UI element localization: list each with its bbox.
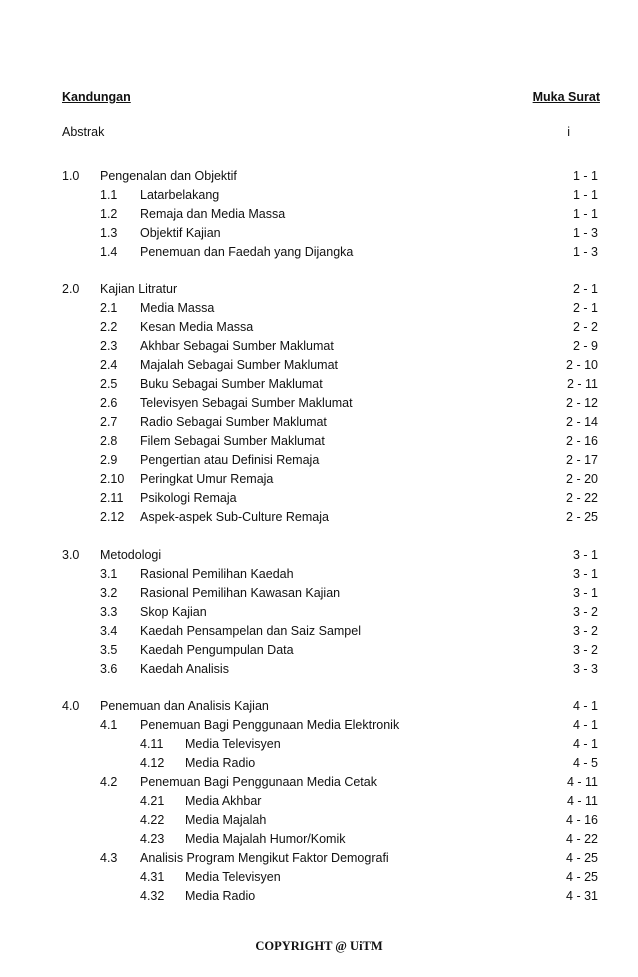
toc-entry-title: Rasional Pemilihan Kawasan Kajian bbox=[140, 586, 341, 600]
toc-entry-number: 1.1 bbox=[100, 188, 118, 202]
toc-entry-number: 3.4 bbox=[100, 624, 118, 638]
toc-entry-title: Media Televisyen bbox=[185, 737, 281, 751]
toc-entry bbox=[0, 375, 638, 393]
toc-entry-title: Filem Sebagai Sumber Maklumat bbox=[140, 434, 325, 448]
toc-entry bbox=[0, 603, 638, 621]
toc-entry bbox=[0, 716, 638, 734]
toc-entry-page-number: 2 - 10 bbox=[566, 358, 598, 372]
toc-entry-page-number: 3 - 1 bbox=[572, 567, 598, 581]
toc-entry bbox=[0, 356, 638, 374]
toc-entry bbox=[0, 224, 638, 242]
toc-entry-page-number: 2 - 1 bbox=[572, 301, 598, 315]
page-number-heading: Muka Surat bbox=[532, 90, 600, 104]
toc-entry-page-number: 2 - 11 bbox=[566, 377, 598, 391]
toc-entry-title: Penemuan dan Faedah yang Dijangka bbox=[140, 245, 354, 259]
toc-entry-number: 2.10 bbox=[100, 472, 125, 486]
toc-entry-page-number: 2 - 2 bbox=[572, 320, 598, 334]
toc-entry-number: 4.32 bbox=[140, 889, 165, 903]
toc-entry-title: Kaedah Pensampelan dan Saiz Sampel bbox=[140, 624, 361, 638]
toc-entry-page-number: 4 - 11 bbox=[566, 794, 598, 808]
toc-entry bbox=[0, 754, 638, 772]
toc-entry-title: Latarbelakang bbox=[140, 188, 220, 202]
toc-entry-number: 4.0 bbox=[62, 699, 80, 713]
toc-entry-number: 2.12 bbox=[100, 510, 125, 524]
toc-entry-page-number: 4 - 5 bbox=[572, 756, 598, 770]
toc-entry bbox=[0, 584, 638, 602]
toc-entry-title: Majalah Sebagai Sumber Maklumat bbox=[140, 358, 339, 372]
toc-entry-title: Televisyen Sebagai Sumber Maklumat bbox=[140, 396, 353, 410]
toc-entry-title: Rasional Pemilihan Kaedah bbox=[140, 567, 294, 581]
toc-entry-number: 2.4 bbox=[100, 358, 118, 372]
toc-entry bbox=[0, 622, 638, 640]
toc-entry-number: 2.2 bbox=[100, 320, 118, 334]
toc-entry-title: Akhbar Sebagai Sumber Maklumat bbox=[140, 339, 334, 353]
toc-entry-page-number: 4 - 16 bbox=[566, 813, 598, 827]
toc-entry-page-number: 3 - 3 bbox=[572, 662, 598, 676]
toc-entry-page-number: 1 - 3 bbox=[572, 245, 598, 259]
toc-entry-page-number: 4 - 22 bbox=[566, 832, 598, 846]
toc-entry-title: Kesan Media Massa bbox=[140, 320, 254, 334]
toc-entry-number: 4.31 bbox=[140, 870, 165, 884]
toc-entry-title: Analisis Program Mengikut Faktor Demografi bbox=[140, 851, 389, 865]
toc-entry bbox=[0, 849, 638, 867]
toc-entry-page-number: 2 - 20 bbox=[566, 472, 598, 486]
toc-entry-number: 3.3 bbox=[100, 605, 118, 619]
toc-entry-number: 3.1 bbox=[100, 567, 118, 581]
toc-entry-page-number: 1 - 1 bbox=[572, 169, 598, 183]
toc-entry-number: 3.2 bbox=[100, 586, 118, 600]
toc-entry bbox=[0, 811, 638, 829]
toc-entry-page-number: 2 - 9 bbox=[572, 339, 598, 353]
toc-entry-title: Skop Kajian bbox=[140, 605, 207, 619]
toc-entry-title: Kaedah Analisis bbox=[140, 662, 229, 676]
abstract-page-number: i bbox=[567, 125, 570, 139]
toc-entry bbox=[0, 697, 638, 715]
toc-entry bbox=[0, 489, 638, 507]
toc-entry-page-number: 2 - 14 bbox=[566, 415, 598, 429]
toc-entry bbox=[0, 394, 638, 412]
toc-entry bbox=[0, 186, 638, 204]
toc-entry-page-number: 3 - 1 bbox=[572, 548, 598, 562]
toc-entry-title: Buku Sebagai Sumber Maklumat bbox=[140, 377, 323, 391]
toc-entry-title: Media Majalah bbox=[185, 813, 267, 827]
toc-entry-page-number: 4 - 31 bbox=[566, 889, 598, 903]
toc-entry bbox=[0, 546, 638, 564]
toc-entry-page-number: 2 - 22 bbox=[566, 491, 598, 505]
toc-entry-page-number: 2 - 17 bbox=[566, 453, 598, 467]
toc-entry-title: Kajian Litratur bbox=[100, 282, 178, 296]
toc-entry-title: Radio Sebagai Sumber Maklumat bbox=[140, 415, 327, 429]
toc-entry-page-number: 3 - 2 bbox=[572, 624, 598, 638]
toc-entry-title: Remaja dan Media Massa bbox=[140, 207, 286, 221]
toc-entry-title: Media Radio bbox=[185, 889, 256, 903]
toc-entry-page-number: 4 - 1 bbox=[572, 718, 598, 732]
toc-entry-title: Media Majalah Humor/Komik bbox=[185, 832, 346, 846]
toc-entry-page-number: 1 - 1 bbox=[572, 207, 598, 221]
toc-entry-number: 2.9 bbox=[100, 453, 118, 467]
toc-entry-number: 1.3 bbox=[100, 226, 118, 240]
toc-entry-page-number: 3 - 1 bbox=[572, 586, 598, 600]
toc-entry-page-number: 3 - 2 bbox=[572, 643, 598, 657]
toc-entry-page-number: 4 - 11 bbox=[566, 775, 598, 789]
toc-entry-number: 1.2 bbox=[100, 207, 118, 221]
toc-entry bbox=[0, 830, 638, 848]
toc-entry-number: 4.23 bbox=[140, 832, 165, 846]
toc-entry-number: 4.21 bbox=[140, 794, 165, 808]
toc-entry-page-number: 4 - 25 bbox=[566, 851, 598, 865]
toc-entry-number: 3.6 bbox=[100, 662, 118, 676]
toc-entry-number: 4.11 bbox=[140, 737, 164, 751]
toc-entry-number: 1.0 bbox=[62, 169, 80, 183]
toc-entry-number: 2.6 bbox=[100, 396, 118, 410]
toc-entry bbox=[0, 318, 638, 336]
toc-entry bbox=[0, 243, 638, 261]
toc-entry-number: 4.12 bbox=[140, 756, 165, 770]
toc-entry-number: 4.2 bbox=[100, 775, 118, 789]
toc-entry bbox=[0, 735, 638, 753]
toc-entry-page-number: 4 - 1 bbox=[572, 699, 598, 713]
toc-entry-number: 2.7 bbox=[100, 415, 118, 429]
toc-entry bbox=[0, 565, 638, 583]
toc-entry-number: 2.5 bbox=[100, 377, 118, 391]
toc-entry bbox=[0, 432, 638, 450]
toc-entry-number: 1.4 bbox=[100, 245, 118, 259]
copyright-footer: COPYRIGHT @ UiTM bbox=[255, 939, 383, 953]
toc-entry-title: Pengenalan dan Objektif bbox=[100, 169, 237, 183]
toc-entry-title: Penemuan Bagi Penggunaan Media Cetak bbox=[140, 775, 377, 789]
toc-entry bbox=[0, 299, 638, 317]
toc-entry bbox=[0, 413, 638, 431]
toc-entry-title: Media Radio bbox=[185, 756, 256, 770]
toc-entry-title: Peringkat Umur Remaja bbox=[140, 472, 274, 486]
toc-entry-number: 2.8 bbox=[100, 434, 118, 448]
toc-entry-page-number: 4 - 25 bbox=[566, 870, 598, 884]
toc-entry-title: Media Massa bbox=[140, 301, 215, 315]
toc-entry bbox=[0, 167, 638, 185]
toc-entry bbox=[0, 451, 638, 469]
toc-entry bbox=[0, 337, 638, 355]
toc-entry-number: 2.11 bbox=[100, 491, 124, 505]
toc-entry-page-number: 1 - 3 bbox=[572, 226, 598, 240]
toc-entry-page-number: 1 - 1 bbox=[572, 188, 598, 202]
toc-entry-page-number: 2 - 1 bbox=[572, 282, 598, 296]
toc-entry-number: 2.3 bbox=[100, 339, 118, 353]
toc-entry bbox=[0, 641, 638, 659]
toc-entry-number: 3.5 bbox=[100, 643, 118, 657]
toc-entry-page-number: 3 - 2 bbox=[572, 605, 598, 619]
toc-entry-number: 4.3 bbox=[100, 851, 118, 865]
toc-entry-page-number: 2 - 25 bbox=[566, 510, 598, 524]
abstract-entry: Abstrak bbox=[62, 125, 105, 139]
toc-entry-title: Penemuan Bagi Penggunaan Media Elektronik bbox=[140, 718, 400, 732]
toc-entry bbox=[0, 280, 638, 298]
toc-entry bbox=[0, 660, 638, 678]
toc-entry-title: Media Televisyen bbox=[185, 870, 281, 884]
toc-entry-title: Psikologi Remaja bbox=[140, 491, 237, 505]
toc-entry bbox=[0, 868, 638, 886]
toc-entry bbox=[0, 773, 638, 791]
toc-entry-title: Pengertian atau Definisi Remaja bbox=[140, 453, 320, 467]
toc-entry-title: Kaedah Pengumpulan Data bbox=[140, 643, 294, 657]
toc-entry-page-number: 2 - 12 bbox=[566, 396, 598, 410]
toc-entry bbox=[0, 205, 638, 223]
toc-entry-number: 4.22 bbox=[140, 813, 165, 827]
toc-entry-title: Media Akhbar bbox=[185, 794, 262, 808]
toc-entry-number: 2.0 bbox=[62, 282, 80, 296]
toc-entry bbox=[0, 792, 638, 810]
toc-entry bbox=[0, 508, 638, 526]
toc-entry-title: Metodologi bbox=[100, 548, 162, 562]
toc-entry-title: Objektif Kajian bbox=[140, 226, 221, 240]
toc-entry bbox=[0, 887, 638, 905]
toc-entry bbox=[0, 470, 638, 488]
toc-entry-page-number: 2 - 16 bbox=[566, 434, 598, 448]
contents-heading: Kandungan bbox=[62, 90, 131, 104]
toc-entry-title: Aspek-aspek Sub-Culture Remaja bbox=[140, 510, 329, 524]
toc-entry-title: Penemuan dan Analisis Kajian bbox=[100, 699, 269, 713]
toc-entry-number: 2.1 bbox=[100, 301, 118, 315]
toc-entry-number: 3.0 bbox=[62, 548, 80, 562]
toc-entry-page-number: 4 - 1 bbox=[572, 737, 598, 751]
toc-entry-number: 4.1 bbox=[100, 718, 118, 732]
